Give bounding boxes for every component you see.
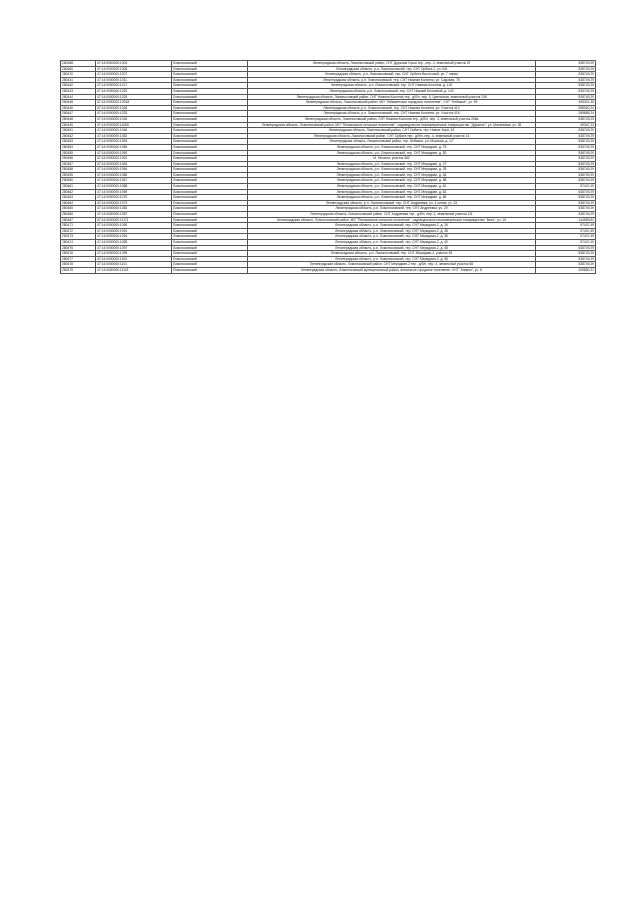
row-number-cell: 280447 [61,111,96,117]
district-cell: Ломоносовский [172,212,248,218]
value-cell: 538749,29 [536,161,596,167]
district-cell: Ломоносовский [172,172,248,178]
row-number-cell: 280465 [61,206,96,212]
district-cell: Ломоносовский [172,178,248,184]
cadastral-number-cell: 47:14:0000000:1068 [96,184,172,190]
value-cell: 97437,49 [536,240,596,246]
row-number-cell: 280477 [61,256,96,262]
row-number-cell: 280441 [61,77,96,83]
property-table [60,60,596,274]
row-number-cell: 280472 [61,228,96,234]
district-cell: Ломоносовский [172,240,248,246]
row-number-cell: 280460 [61,178,96,184]
cadastral-number-cell: 47:14:0000000:1097 [96,245,172,251]
address-cell: Ленинградская область, р-н. Ломоносовский, тер. СНТ Нижняя Колонна, ул. Участок 416 [248,111,536,117]
value-cell: 538749,29 [536,172,596,178]
cadastral-number-cell: 47:14:0000000:1095 [96,240,172,246]
address-cell: Ленинградская область, р-н. Ломоносовский, тер. СНТ Меридиан-2, участок 49 [248,251,536,257]
row-number-cell: 280471 [61,223,96,229]
cadastral-number-cell: 47:14:0000000:1101 [96,262,172,268]
cadastral-number-cell: 47:14:0000000:1060 [96,150,172,156]
district-cell: Ломоносовский [172,256,248,262]
row-number-cell: 280446 [61,105,96,111]
value-cell: 144589,62 [536,217,596,223]
district-cell: Ломоносовский [172,105,248,111]
address-cell: Ленинградская область, Ломоносовский район, СНТ Андреевка тер., д/б/н, пер. 4, земельный участок 111 [248,212,536,218]
cadastral-number-cell: 47:14:0000000:1004 [96,61,172,67]
row-number-cell: 280466 [61,212,96,218]
cadastral-number-cell: 47:14:0000000:1094 [96,234,172,240]
row-number-cell: 280479 [61,267,96,273]
address-cell: Ленинградская область, р-н. Ломоносовский, тер. СНТ Меридиан, д. 27 [248,161,536,167]
value-cell: 538749,29 [536,212,596,218]
address-cell: Ленинградская область, р-н. Ломоносовский, тер. СНТ Меридиан, д. 61 [248,184,536,190]
district-cell: Ломоносовский [172,72,248,78]
address-cell: Ленинградская область, Ломоносовский район, СНТ Орбита, тер. Новые Зори, 43 [248,128,536,134]
cadastral-number-cell: 47:14:0000000:1070 [96,195,172,201]
district-cell: Ломоносовский [172,267,248,273]
value-cell: 538749,29 [536,94,596,100]
row-number-cell: 280444 [61,94,96,100]
district-cell: Ломоносовский [172,128,248,134]
cadastral-number-cell: 47:14:0000000:1099 [96,251,172,257]
district-cell: Ломоносовский [172,195,248,201]
address-cell: Ленинградская область, р-н. Ломоносовский, тер. СНТ Меридиан, д. 66 [248,195,536,201]
district-cell: Ломоносовский [172,66,248,72]
row-number-cell: 280458 [61,167,96,173]
cadastral-number-cell: 47:14:0000000:11065 [96,122,172,128]
row-number-cell: 280452 [61,133,96,139]
value-cell: 538749,29 [536,150,596,156]
district-cell: Ломоносовский [172,234,248,240]
value-cell: 538749,29 [536,156,596,162]
value-cell: 538749,29 [536,83,596,89]
district-cell: Ломоносовский [172,228,248,234]
district-cell: Ломоносовский [172,116,248,122]
value-cell: 538749,29 [536,206,596,212]
district-cell: Ломоносовский [172,223,248,229]
cadastral-number-cell: 47:14:0000000:1069 [96,189,172,195]
district-cell: Ломоносовский [172,161,248,167]
district-cell: Ломоносовский [172,133,248,139]
value-cell: 258060,24 [536,105,596,111]
address-cell: Ленинградская область, р-н. Ломоносовский, тер. СНТ Андреевка, ул. 4 линия, уч. 23 [248,200,536,206]
value-cell: 538749,29 [536,200,596,206]
row-number-cell: 280451 [61,128,96,134]
property-table-body [61,61,596,274]
district-cell: Ломоносовский [172,200,248,206]
row-number-cell: 280453 [61,139,96,145]
row-number-cell: 280461 [61,184,96,190]
value-cell: 269885,24 [536,111,596,117]
cadastral-number-cell: 47:14:0000000:10918 [96,100,172,106]
address-cell: Ленинградская область, Ломоносовский район, СНТ Нижняя Колонна тер., д/б/н, пер. 6, Цветочная, земельный участок 108 [248,94,536,100]
value-cell: 538749,29 [536,116,596,122]
value-cell: 538749,29 [536,77,596,83]
value-cell: 538749,29 [536,256,596,262]
address-cell: Ленинградская область, р-н. Ломоносовский, тер. СНТ Меридиан, д. 46 [248,172,536,178]
row-number-cell: 280476 [61,251,96,257]
row-number-cell: 280448 [61,116,96,122]
property-table-page [60,60,594,274]
address-cell: Ленинградская область, Ломоносовский район, тер. Лебяжье, ул. Морская, д. 1/7 [248,139,536,145]
value-cell: 538749,29 [536,178,596,184]
value-cell: 97437,49 [536,223,596,229]
district-cell: Ломоносовский [172,83,248,89]
address-cell: Ленинградская область, р-н. Ломоносовский, тер. СНТ Меридиан, д. 29 [248,167,536,173]
address-cell: Ленинградская область, р-н. Ломоносовский, тер. СНТ Меридиан-2, д. 26 [248,223,536,229]
row-number-cell: 280457 [61,161,96,167]
address-cell: Ленинградская область, р-н. Ломоносовский, тер. СНТ Меридиан-2, д. 36 [248,234,536,240]
cadastral-number-cell: 47:14:0000000:1100 [96,256,172,262]
row-number-cell: 280467 [61,217,96,223]
address-cell: Ленинградская область, р-н. Ломоносовский, тер. СНТ Меридиан-2, д. 56 [248,256,536,262]
district-cell: Ломоносовский [172,167,248,173]
value-cell: 97437,49 [536,234,596,240]
district-cell: Ломоносовский [172,122,248,128]
cadastral-number-cell: 47:14:0000000:1087 [96,212,172,218]
district-cell: Ломоносовский [172,262,248,268]
row-number-cell: 280468 [61,61,96,67]
district-cell: Ломоносовский [172,139,248,145]
address-cell: Ленинградская область, Ломоносовский район, СНТ Орбита тер., д/б/н, пер. 4, земельный участок 14 [248,133,536,139]
district-cell: Ломоносовский [172,245,248,251]
cadastral-number-cell: 47:14:0000000:1061 [96,156,172,162]
cadastral-number-cell: 47:14:0000000:11118 [96,267,172,273]
cadastral-number-cell: 47:14:0000000:11171 [96,217,172,223]
cadastral-number-cell: 47:14:0000000:1082 [96,206,172,212]
district-cell: Ломоносовский [172,184,248,190]
address-cell: Ленинградская область, р-н. Ломоносовский, тер. СНТ Нижняя Колонна, д. 130 [248,83,536,89]
cadastral-number-cell: 47:14:0000000:1090 [96,223,172,229]
cadastral-number-cell: 47:14:0000000:1046 [96,128,172,134]
value-cell: 538749,29 [536,144,596,150]
district-cell: Ломоносовский [172,94,248,100]
district-cell: Ломоносовский [172,100,248,106]
row-number-cell: 280464 [61,200,96,206]
address-cell: Ленинградская область, Ломоносовский район, СНТ Нижняя Колонна тер., д/б/н, пер. 4, земельный участок 208а [248,116,536,122]
address-cell: Ленинградская область, р-н. Ломоносовский, тер. СНТ Нижний Колонный, д. 140 [248,88,536,94]
table-row [61,267,596,273]
address-cell: Ленинградская область, Ломоносовский район, МО "Пениковское сельское поселение", садоводческое некоммерческое товарищество "Дружное", ул. Малиновая, уч. 35 [248,122,536,128]
address-cell: Ленинградская область, р-н. Ломоносовский, тер. СНТ Меридиан-2, д. 35 [248,228,536,234]
value-cell: 538749,29 [536,133,596,139]
address-cell: М. Гатчина, участок 362 [248,156,536,162]
row-number-cell: 280470 [61,72,96,78]
value-cell: 538749,29 [536,139,596,145]
district-cell: Ломоносовский [172,144,248,150]
address-cell: Ленинградская область, р-н. Ломоносовский, тер. СНТ Нижняя Колонна, ул. Садовая, 75 [248,77,536,83]
value-cell: 538749,29 [536,251,596,257]
cadastral-number-cell: 47:14:0000000:1073 [96,200,172,206]
value-cell: 538749,29 [536,88,596,94]
cadastral-number-cell: 47:14:0000000:1005 [96,66,172,72]
row-number-cell: 280473 [61,234,96,240]
cadastral-number-cell: 47:14:0000000:1065 [96,172,172,178]
address-cell: Ленинградская область, р-н. Ломоносовский, тер. СНТ Орбита-2, уч 108 [248,66,536,72]
district-cell: Ломоносовский [172,61,248,67]
row-number-cell: 280469 [61,66,96,72]
row-number-cell: 280463 [61,195,96,201]
row-number-cell: 280449 [61,122,96,128]
value-cell: 97437,49 [536,184,596,190]
cadastral-number-cell: 47:14:0000000:1026 [96,105,172,111]
value-cell: 538749,29 [536,262,596,268]
value-cell: 538749,29 [536,66,596,72]
cadastral-number-cell: 47:14:0000000:1011 [96,77,172,83]
cadastral-number-cell: 47:14:0000000:1063 [96,161,172,167]
address-cell: Ленинградская область, Ломоносовский район, СНТ Меридиан-2 тер., д/б/н, пер. 4, земельный участок 58 [248,262,536,268]
district-cell: Ломоносовский [172,189,248,195]
value-cell: 538749,29 [536,195,596,201]
address-cell: Ленинградская область, р-н. Ломоносовский, тер. СНТ Меридиан, д. 82 [248,150,536,156]
value-cell: 495401,35 [536,100,596,106]
cadastral-number-cell: 47:14:0000000:1052 [96,133,172,139]
address-cell: Ленинградская область, р-н. Ломоносовский, тер. СНТ Меридиан, д. 58 [248,178,536,184]
cadastral-number-cell: 47:14:0000000:1007 [96,72,172,78]
row-number-cell: 280478 [61,262,96,268]
row-number-cell: 280462 [61,189,96,195]
address-cell: Ленинградская область, р-н. Ломоносовский, тер. СНТ Меридиан, д. 79 [248,144,536,150]
row-number-cell: 280459 [61,172,96,178]
row-number-cell: 280474 [61,240,96,246]
value-cell: 538749,29 [536,128,596,134]
row-number-cell: 280443 [61,88,96,94]
address-cell: Ленинградская область, р-н. Ломоносовский, тер. СНТ Меридиан, д. 63 [248,189,536,195]
cadastral-number-cell: 47:14:0000000:1025 [96,94,172,100]
value-cell: 39347,23 [536,122,596,128]
address-cell: Ленинградская область, р-н. Ломоносовский, тер. СНТ Меридиан-2, д. 40 [248,240,536,246]
value-cell: 538749,29 [536,189,596,195]
value-cell: 538749,29 [536,245,596,251]
address-cell: Ленинградская область, р-н. Ломоносовский, тер. СНТ Меридиан-2, д. 48 [248,245,536,251]
district-cell: Ломоносовский [172,150,248,156]
value-cell: 259880,31 [536,267,596,273]
cadastral-number-cell: 47:14:0000000:1054 [96,139,172,145]
cadastral-number-cell: 47:14:0000000:1064 [96,167,172,173]
value-cell: 97437,49 [536,228,596,234]
row-number-cell: 280454 [61,144,96,150]
address-cell: Ленинградская область, р-н. Ломоносовский, тер. СНТ Андреевка, уч. 29 [248,206,536,212]
address-cell: Ленинградская область, Ломоносовский район, МО "Лебяженское городское поселение", СНТ "Лебяжье", уч. 99 [248,100,536,106]
address-cell: Ленинградская область, Ломоносовский район, МО "Пениковское сельское поселение", садоводческое некоммерческое товарищество "Вита", уч. 1б [248,217,536,223]
cadastral-number-cell: 47:14:0000000:1034 [96,116,172,122]
address-cell: Ленинградская область, р-н. Ломоносовский, тер. СНТ Орбита Восточный, ул. 7 линия [248,72,536,78]
cadastral-number-cell: 47:14:0000000:1017 [96,83,172,89]
value-cell: 538749,29 [536,61,596,67]
address-cell: Ленинградская область, р-н. Ломоносовский, тер. СНТ Нижняя Колонна, ул. Участок 410 [248,105,536,111]
row-number-cell: 280455 [61,150,96,156]
cadastral-number-cell: 47:14:0000000:1056 [96,144,172,150]
district-cell: Ломоносовский [172,111,248,117]
value-cell: 538749,29 [536,72,596,78]
row-number-cell: 280475 [61,245,96,251]
district-cell: Ломоносовский [172,156,248,162]
cadastral-number-cell: 47:14:0000000:1033 [96,111,172,117]
value-cell: 538749,29 [536,167,596,173]
row-number-cell: 280442 [61,83,96,89]
address-cell: Ленинградская область, Ломоносовский район, СНТ Дружная Горка тер., пер. 4, земельный участок 67 [248,61,536,67]
district-cell: Ломоносовский [172,77,248,83]
district-cell: Ломоносовский [172,217,248,223]
address-cell: Ленинградская область, Ломоносовский муниципальный район, Аннинское городское поселение, СНТ "Аннино", уч. 6 [248,267,536,273]
cadastral-number-cell: 47:14:0000000:1020 [96,88,172,94]
row-number-cell: 280456 [61,156,96,162]
row-number-cell: 280445 [61,100,96,106]
district-cell: Ломоносовский [172,206,248,212]
district-cell: Ломоносовский [172,251,248,257]
cadastral-number-cell: 47:14:0000000:1091 [96,228,172,234]
cadastral-number-cell: 47:14:0000000:1067 [96,178,172,184]
district-cell: Ломоносовский [172,88,248,94]
